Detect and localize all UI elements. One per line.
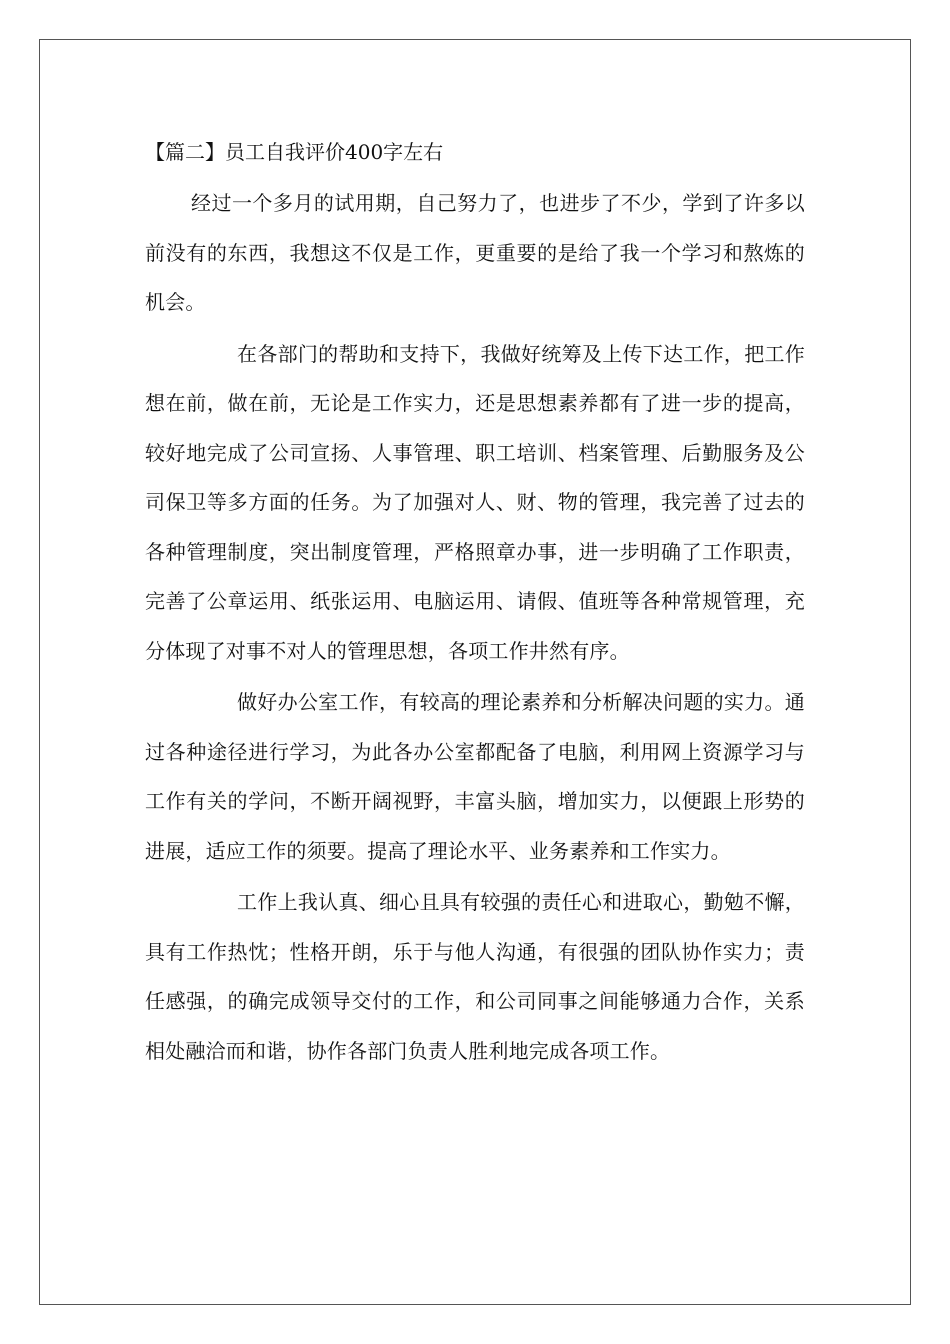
- paragraph-3: 做好办公室工作，有较高的理论素养和分析解决问题的实力。通过各种途径进行学习，为此各办公室都配备了电脑，利用网上资源学习与工作有关的学问，不断开阔视野，丰富头脑，增加实力，以便跟上形势的进展，适应工作的须要。提高了理论水平、业务素养和工作实力。: [145, 690, 805, 863]
- paragraph-1: 经过一个多月的试用期，自己努力了，也进步了不少，学到了许多以前没有的东西，我想这不仅是工作，更重要的是给了我一个学习和熬炼的机会。: [145, 191, 805, 314]
- paragraph-2: 在各部门的帮助和支持下，我做好统筹及上传下达工作，把工作想在前，做在前，无论是工作实力，还是思想素养都有了进一步的提高，较好地完成了公司宣扬、人事管理、职工培训、档案管理、后勤服务及公司保卫等多方面的任务。为了加强对人、财、物的管理，我完善了过去的各种管理制度，突出制度管理，严格照章办事，进一步明确了工作职责，完善了公章运用、纸张运用、电脑运用、请假、值班等各种常规管理，充分体现了对事不对人的管理思想，各项工作井然有序。: [145, 341, 805, 663]
- document-heading: 【篇二】员工自我评价400字左右: [145, 140, 444, 164]
- paragraph-4: 工作上我认真、细心且具有较强的责任心和进取心，勤勉不懈，具有工作热忱；性格开朗，乐于与他人沟通，有很强的团队协作实力；责任感强，的确完成领导交付的工作，和公司同事之间能够通力合作，关系相处融洽而和谐，协作各部门负责人胜利地完成各项工作。: [145, 890, 805, 1063]
- document-body: [145, 134, 805, 1076]
